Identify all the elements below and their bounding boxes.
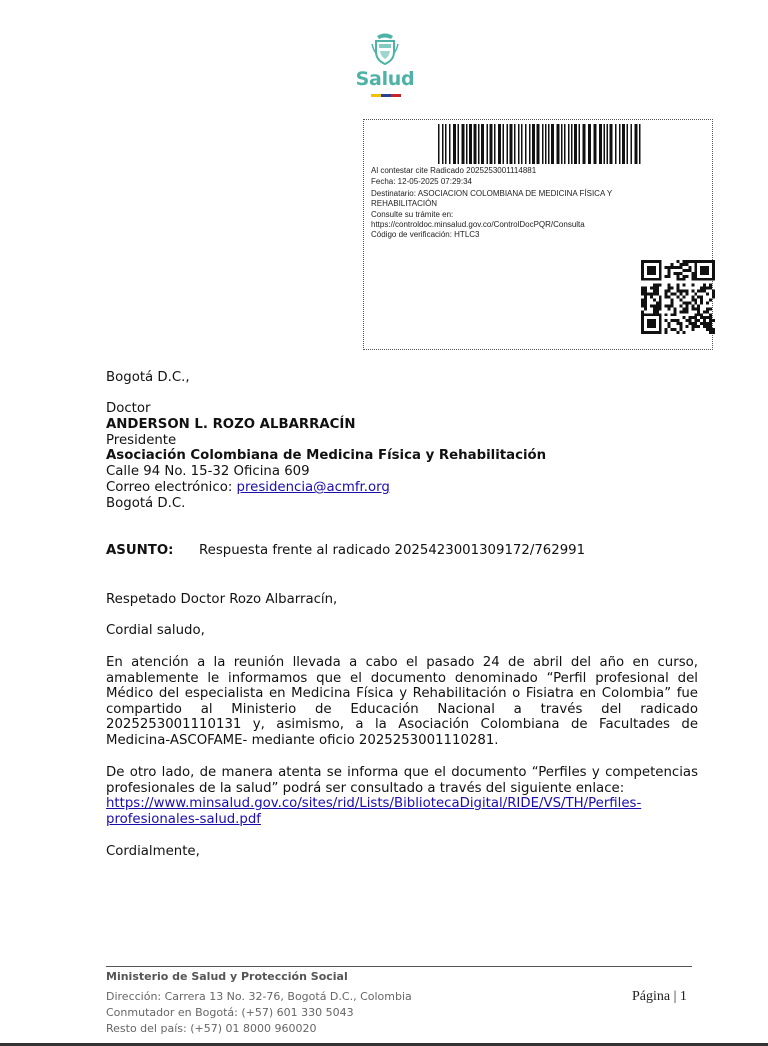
logo-wordmark: Salud — [355, 68, 415, 90]
recipient-organization: Asociación Colombiana de Medicina Física y Rehabilitación — [106, 448, 547, 463]
destinatario-line: Destinatario: ASOCIACION COLOMBIANA DE MEDICINA FÍSICA Y REHABILITACIÓN — [371, 188, 613, 209]
radicado-line: Al contestar cite Radicado 2025253001114881 — [371, 166, 537, 175]
city-line: Bogotá D.C., — [106, 370, 190, 385]
salutation-title: Doctor — [106, 401, 151, 416]
consulta-url-line: https://controldoc.minsalud.gov.co/ControlDocPQR/Consulta — [371, 220, 585, 230]
stamp-text — [371, 166, 701, 241]
recipient-address: Calle 94 No. 15-32 Oficina 609 — [106, 464, 310, 479]
colombia-coat-of-arms-icon — [371, 32, 399, 66]
email-link[interactable]: presidencia@acmfr.org — [236, 480, 390, 495]
salud-logo — [350, 32, 420, 100]
perfiles-link-line-1[interactable]: https://www.minsalud.gov.co/sites/rid/Lists/BibliotecaDigital/RIDE/VS/TH/Perfiles- — [106, 796, 642, 811]
email-label: Correo electrónico: — [106, 480, 237, 495]
city-line-2: Bogotá D.C. — [106, 496, 186, 511]
cordial-saludo: Cordial saludo, — [106, 623, 205, 638]
footer-address: Dirección: Carrera 13 No. 32-76, Bogotá D.C., Colombia — [106, 990, 412, 1003]
footer-divider — [106, 966, 692, 967]
page-number: Página | 1 — [632, 989, 687, 1004]
recipient-role: Presidente — [106, 433, 177, 448]
flag-stripe — [371, 94, 401, 97]
subject-label: ASUNTO: — [106, 543, 174, 558]
subject-text: Respuesta frente al radicado 2025423001309172/762991 — [199, 543, 586, 558]
consulte-line: Consulte su trámite en: — [371, 209, 454, 219]
footer-phone-country: Resto del país: (+57) 01 8000 960020 — [106, 1022, 317, 1035]
paragraph-2: De otro lado, de manera atenta se informa que el documento “Perfiles y competencias profesionales de la salud” podrá ser consultado a través del siguiente enlace: — [106, 765, 698, 796]
footer-phone-bogota: Conmutador en Bogotá: (+57) 601 330 5043 — [106, 1006, 354, 1019]
perfiles-link-line-2[interactable]: profesionales-salud.pdf — [106, 812, 261, 827]
fecha-line: Fecha: 12-05-2025 07:29:34 — [371, 177, 472, 187]
closing: Cordialmente, — [106, 844, 200, 859]
recipient-name: ANDERSON L. ROZO ALBARRACÍN — [106, 417, 356, 432]
greeting: Respetado Doctor Rozo Albarracín, — [106, 592, 338, 607]
paragraph-1: En atención a la reunión llevada a cabo el pasado 24 de abril del año en curso, amablemente le informamos que el documento denominado “Perfil profesional del Médico del especialista en Medicina Física y Rehabilitación o Fisiatra en Colombia” fue compartido al Ministerio de Educación Nacional a través del radicado 2025253001110131 y, asimismo, a la Asociación Colombiana de Facultades de Medicina-ASCOFAME- mediante oficio 2025253001110281. — [106, 655, 698, 748]
footer-ministry: Ministerio de Salud y Protección Social — [106, 970, 348, 983]
radicado-stamp — [363, 119, 713, 350]
email-line — [106, 480, 390, 496]
codigo-verificacion-line: Código de verificación: HTLC3 — [371, 230, 480, 240]
qr-code-icon — [641, 260, 715, 334]
barcode-icon — [438, 124, 642, 164]
